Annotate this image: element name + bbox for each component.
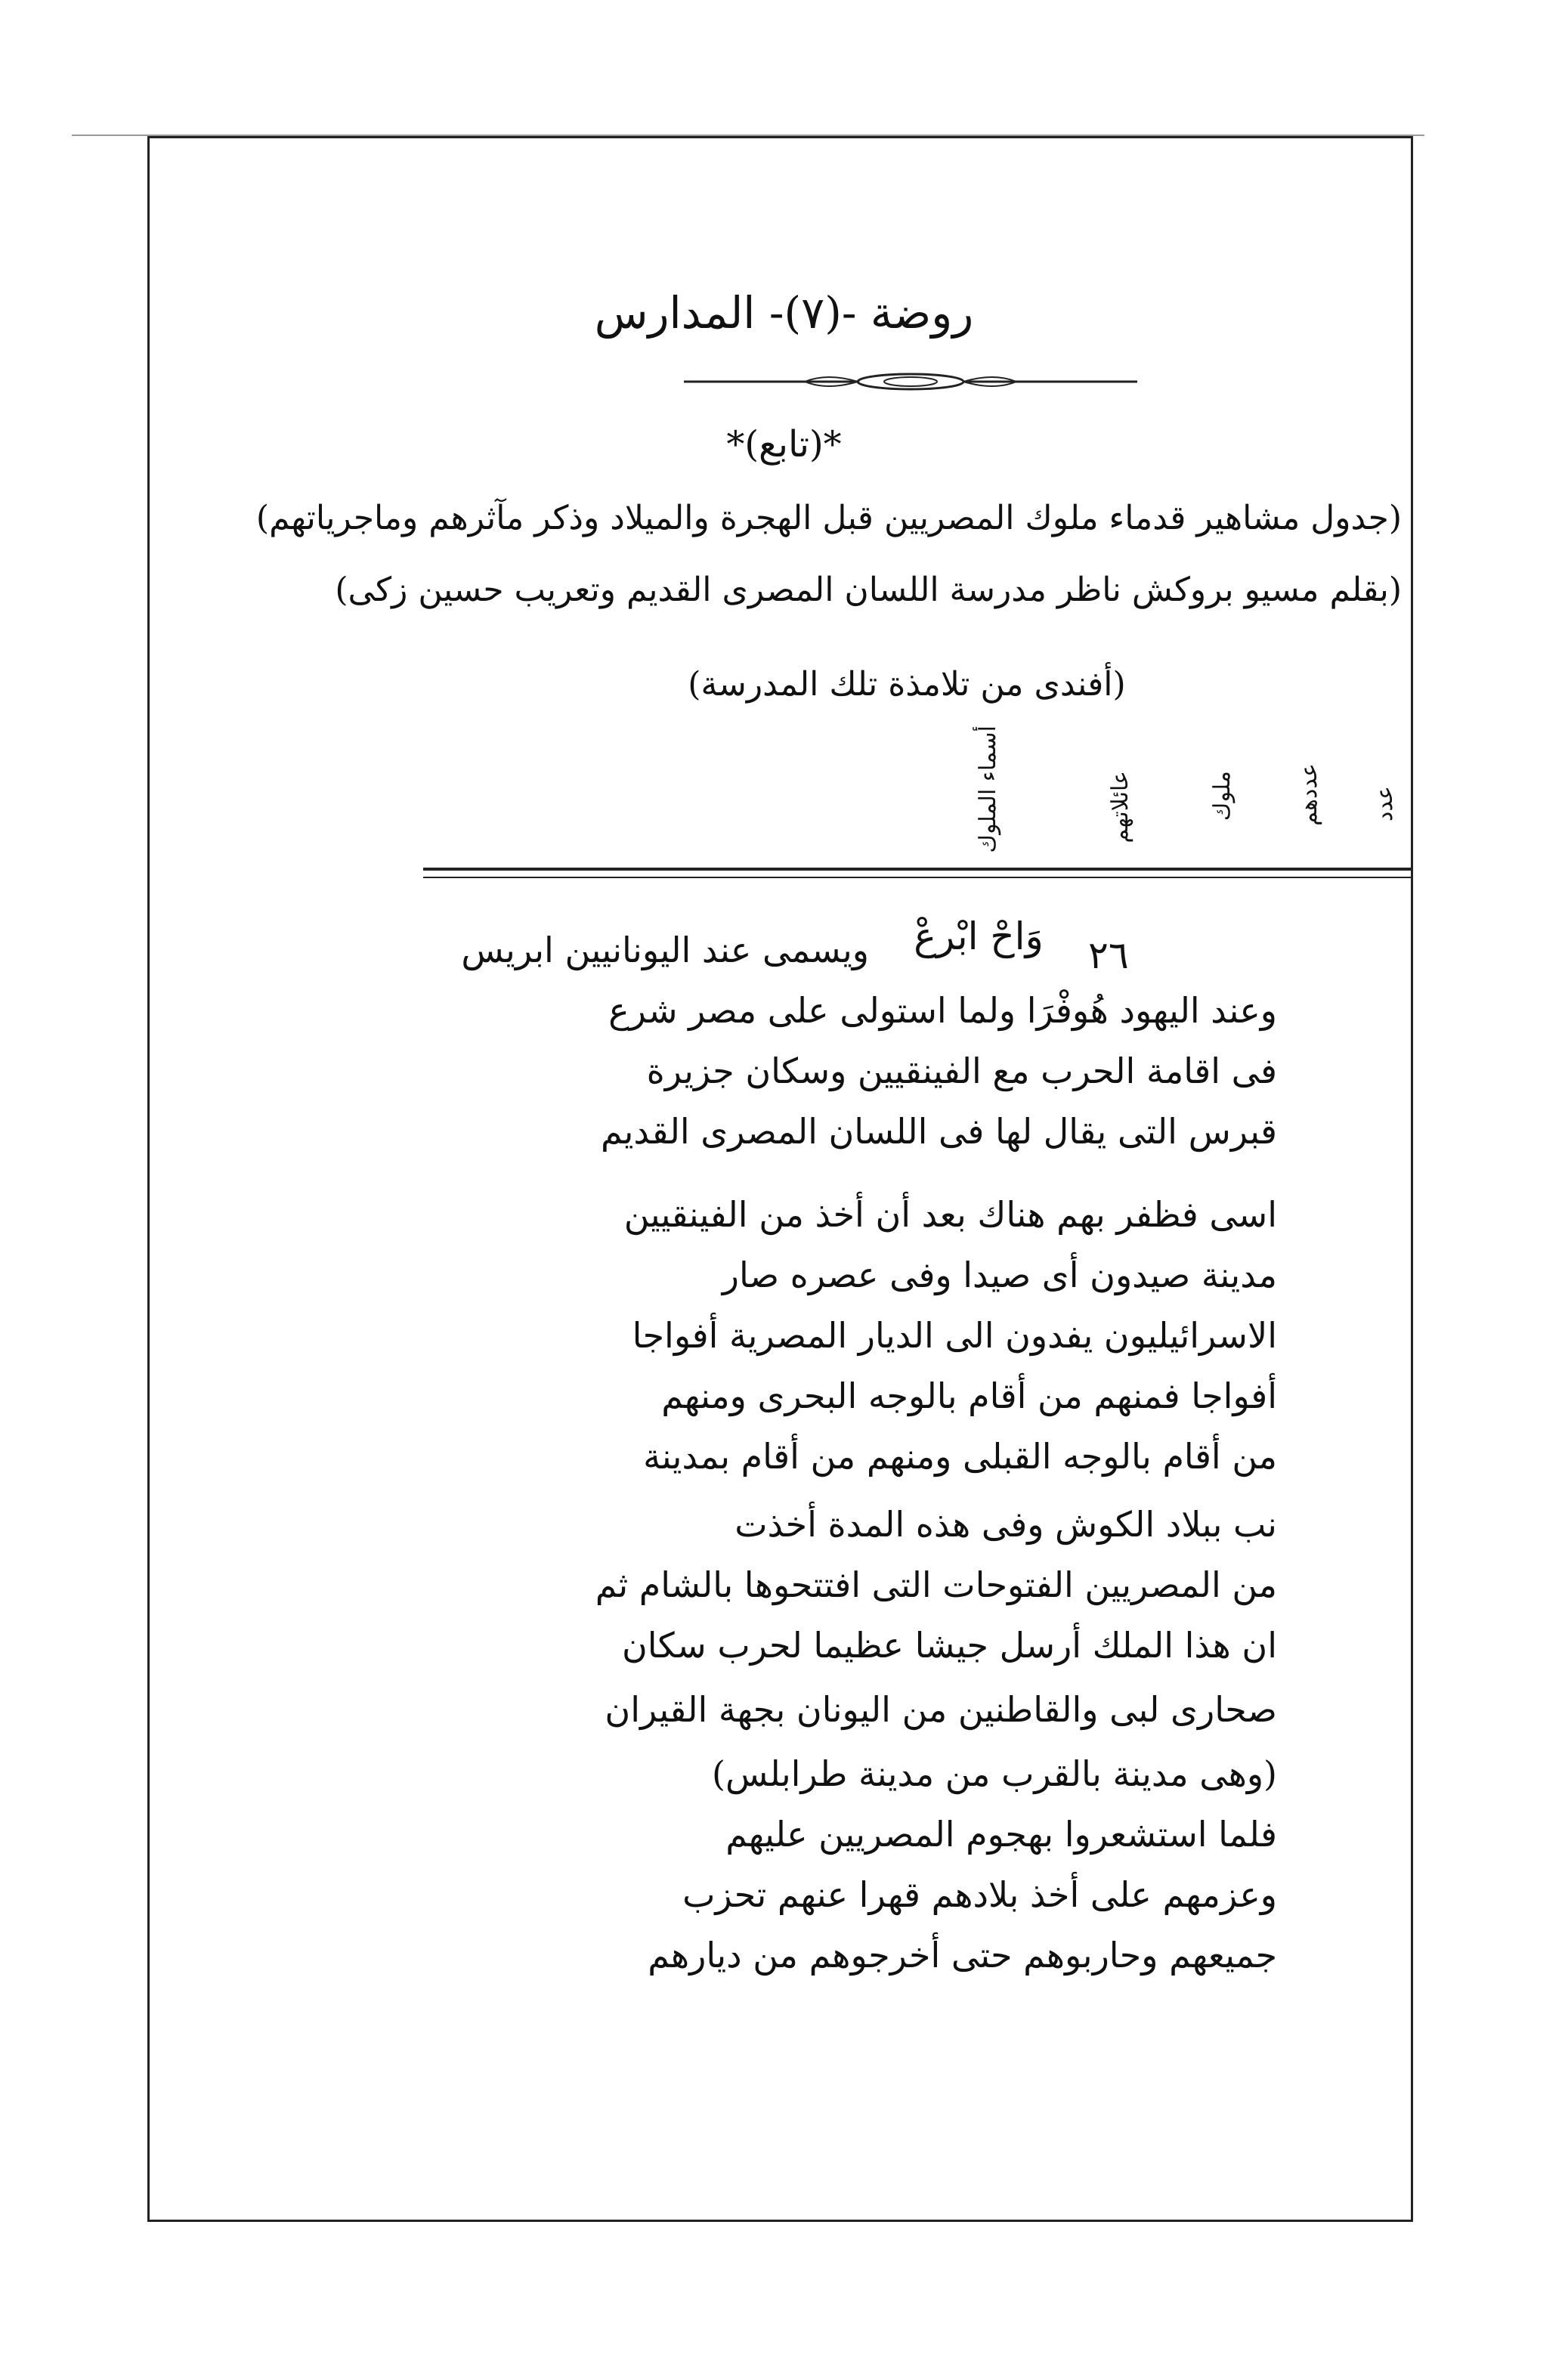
title-line-3: (أفندى من تلامذة تلك المدرسة) [688, 665, 1126, 704]
entry-line: من المصريين الفتوحات التى افتتحوها بالشام ثم [595, 1564, 1277, 1605]
column-header-number: عدد [1372, 786, 1398, 822]
entry-line: ويسمى عند اليونانيين ابريس [461, 930, 869, 970]
entry-line: فلما استشعروا بهجوم المصريين عليهم [725, 1814, 1277, 1855]
entry-line: من أقام بالوجه القبلى ومنهم من أقام بمدينة [643, 1436, 1277, 1477]
entry-number: ٢٦ [1088, 933, 1129, 977]
entry-line: وعند اليهود هُوفْرَا ولما استولى على مصر شرع [608, 990, 1277, 1031]
title-line-1: (جدول مشاهير قدماء ملوك المصريين قبل الهجرة والميلاد وذكر مآثرهم وماجرياتهم) [255, 499, 1402, 537]
entry-line: الاسرائيليون يفدون الى الديار المصرية أفواجا [632, 1315, 1277, 1356]
entry-line: قبرس التى يقال لها فى اللسان المصرى القديم [600, 1111, 1277, 1152]
column-header-count: عددهم [1296, 763, 1322, 826]
page-header: روضة -(٧)- المدارس [594, 287, 974, 339]
entry-line: جميعهم وحاربوهم حتى أخرجوهم من ديارهم [648, 1935, 1277, 1976]
column-header-kings: ملوك [1209, 771, 1236, 821]
title-line-2: (بقلم مسيو بروكش ناظر مدرسة اللسان المصرى القديم وتعريب حسين زكى) [335, 571, 1402, 609]
table-header-rule-thin [423, 877, 1413, 878]
table-header-rule [423, 868, 1413, 871]
ornament-divider [684, 370, 1137, 393]
entry-line: وعزمهم على أخذ بلادهم قهرا عنهم تحزب [682, 1874, 1277, 1915]
continued-label: *(تابع)* [726, 423, 842, 466]
entry-line: فى اقامة الحرب مع الفينقيين وسكان جزيرة [646, 1050, 1277, 1091]
entry-line: مدينة صيدون أى صيدا وفى عصره صار [722, 1255, 1277, 1295]
entry-line: صحارى لبى والقاطنين من اليونان بجهة القيران [605, 1689, 1277, 1730]
column-header-families: عائلاتهم [1107, 771, 1133, 843]
entry-line: ان هذا الملك أرسل جيشا عظيما لحرب سكان [621, 1625, 1277, 1666]
entry-line: (وهى مدينة بالقرب من مدينة طرابلس) [712, 1753, 1277, 1794]
column-header-king-names: أسماء الملوك [975, 726, 1001, 853]
entry-line: نب ببلاد الكوش وفى هذه المدة أخذت [735, 1504, 1277, 1545]
king-name: وَاحْ ابْرعْ [914, 914, 1044, 958]
entry-line: اسى فظفر بهم هناك بعد أن أخذ من الفينقيين [623, 1194, 1277, 1235]
entry-line: أفواجا فمنهم من أقام بالوجه البحرى ومنهم [661, 1375, 1277, 1416]
